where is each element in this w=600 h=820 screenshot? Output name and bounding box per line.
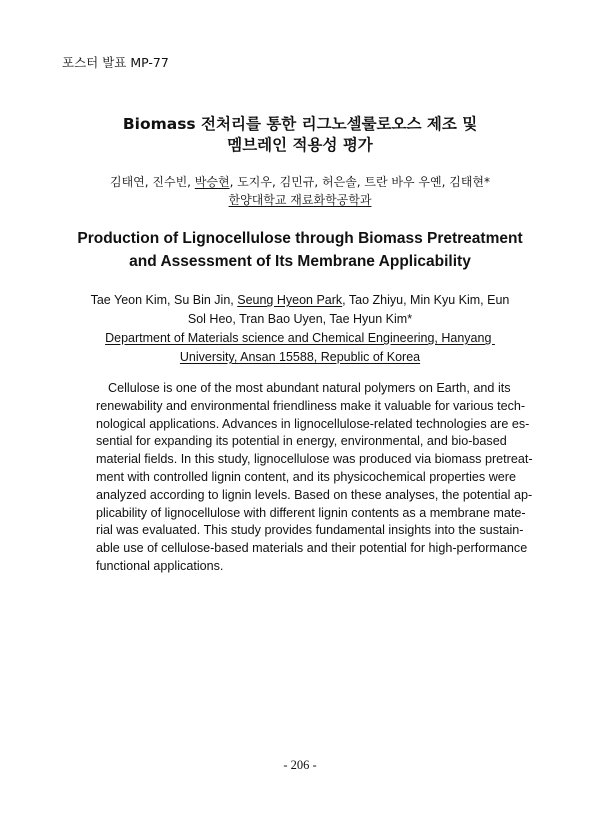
korean-presenter: 박승현 bbox=[194, 175, 230, 189]
abstract-line: analyzed according to lignin levels. Based on these analyses, the potential ap- bbox=[96, 487, 533, 502]
english-authors-line-1 bbox=[0, 293, 600, 307]
korean-authors bbox=[0, 173, 600, 190]
english-authors-line-2: Sol Heo, Tran Bao Uyen, Tae Hyun Kim* bbox=[187, 312, 413, 326]
abstract-line: ment with controlled lignin content, and its physicochemical properties were bbox=[96, 469, 517, 484]
abstract-line: sential for expanding its potential in energy, environmental, and bio-based bbox=[96, 434, 507, 449]
korean-authors-after: , 도지우, 김민규, 허은솔, 트란 바우 우옌, 김태현* bbox=[229, 175, 491, 189]
abstract-line: material fields. In this study, lignocellulose was produced via biomass pretreat- bbox=[96, 452, 533, 467]
korean-title-line-2: 멤브레인 적용성 평가 bbox=[227, 136, 373, 154]
abstract-line: renewability and environmental friendliness make it valuable for various tech- bbox=[96, 398, 526, 413]
abstract-line: able use of cellulose-based materials and their potential for high-performance bbox=[96, 541, 528, 556]
abstract-line: rial was evaluated. This study provides fundamental insights into the sustain- bbox=[96, 523, 524, 538]
english-affiliation-line-1 bbox=[0, 331, 600, 345]
english-affiliation-line-2 bbox=[0, 350, 600, 364]
korean-authors-before: 김태연, 진수빈, bbox=[109, 175, 195, 189]
english-title-line-2: and Assessment of Its Membrane Applicability bbox=[129, 253, 471, 270]
korean-title-line-1: Biomass 전처리를 통한 리그노셀룰로오스 제조 및 bbox=[122, 115, 478, 133]
english-affiliation-text-1: Department of Materials science and Chemical Engineering, Hanyang bbox=[105, 331, 495, 345]
page-number: - 206 - bbox=[283, 758, 317, 772]
english-presenter: Seung Hyeon Park bbox=[237, 293, 343, 307]
korean-affiliation bbox=[0, 191, 600, 208]
english-authors-before: Tae Yeon Kim, Su Bin Jin, bbox=[90, 293, 238, 307]
abstract-line: plicability of lignocellulose with different lignin contents as a membrane mate- bbox=[96, 505, 526, 520]
abstract-line: nological applications. Advances in lignocellulose-related technologies are es- bbox=[96, 416, 530, 431]
session-label: 포스터 발표 MP-77 bbox=[62, 55, 169, 70]
abstract-line: Cellulose is one of the most abundant natural polymers on Earth, and its bbox=[108, 381, 511, 395]
english-authors-after: , Tao Zhiyu, Min Kyu Kim, Eun bbox=[342, 293, 510, 307]
korean-affiliation-text: 한양대학교 재료화학공학과 bbox=[228, 193, 372, 207]
english-affiliation-text-2: University, Ansan 15588, Republic of Korea bbox=[179, 350, 421, 364]
abstract-line: functional applications. bbox=[96, 558, 224, 573]
abstract bbox=[96, 380, 533, 576]
english-title-line-1: Production of Lignocellulose through Biomass Pretreatment bbox=[77, 230, 523, 247]
